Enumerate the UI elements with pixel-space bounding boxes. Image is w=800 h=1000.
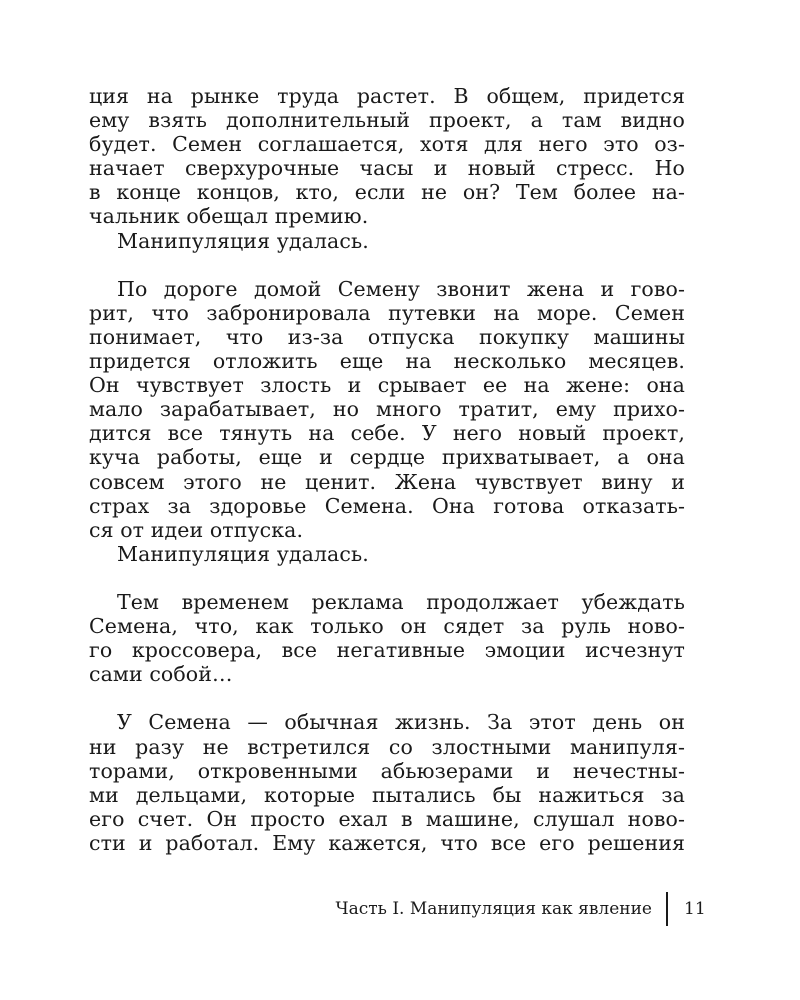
text-line: чальник обещал премию. [89,204,369,229]
text-line: Он чувствует злость и срывает ее на жене: она [89,373,685,398]
page-body [89,84,685,855]
text-line: ция на рынке труда растет. В общем, придется [89,84,685,108]
text-line: Тем временем реклама продолжает убеждать [117,589,685,614]
text-line: его счет. Он просто ехал в машине, слушал ново- [89,806,685,831]
text-line: ни разу не встретился со злостными манипуля- [89,734,685,759]
text-line: дится все тянуть на себе. У него новый проект, [89,421,685,446]
text-line: ми дельцами, которые пытались бы нажиться за [89,782,685,807]
text-line: торами, откровенными абьюзерами и нечестны- [89,758,685,783]
footer-divider [666,892,668,926]
text-line: в конце концов, кто, если не он? Тем более на- [89,180,685,205]
paragraph [89,229,685,253]
text-line: придется отложить еще на несколько месяцев. [89,349,685,374]
page-number: 11 [684,899,706,919]
paragraph [89,84,685,229]
text-line: ся от идеи отпуска. [89,517,304,542]
paragraph-gap [89,686,685,710]
text-line: сти и работал. Ему кажется, что все его решения [89,830,685,855]
paragraph-gap [89,253,685,277]
text-line: куча работы, еще и сердце прихватывает, а она [89,445,685,470]
text-line: понимает, что из-за отпуска покупку машины [89,324,685,349]
paragraph [89,710,685,855]
text-line: Манипуляция удалась. [117,541,369,566]
page-footer [0,892,800,930]
text-line: рит, что забронировала путевки на море. Семен [89,300,685,325]
paragraph [89,542,685,566]
running-head: Часть I. Манипуляция как явление [335,899,652,919]
text-line: Семена, что, как только он сядет за руль ново- [89,614,685,639]
paragraph [89,277,685,542]
text-line: будет. Семен соглашается, хотя для него это оз- [89,132,685,157]
text-line: Манипуляция удалась. [117,228,369,253]
text-line: ему взять дополнительный проект, а там видно [89,108,685,133]
text-line: совсем этого не ценит. Жена чувствует вину и [89,469,685,494]
text-line: сами собой… [89,662,233,687]
text-line: По дороге домой Семену звонит жена и гово- [117,276,685,301]
paragraph-gap [89,566,685,590]
text-line: страх за здоровье Семена. Она готова отказать- [89,493,685,518]
text-line: начает сверхурочные часы и новый стресс. Но [89,156,685,181]
text-line: мало зарабатывает, но много тратит, ему прихо- [89,397,685,422]
text-line: го кроссовера, все негативные эмоции исчезнут [89,638,685,663]
paragraph [89,590,685,686]
text-line: У Семена — обычная жизнь. За этот день он [117,710,685,735]
